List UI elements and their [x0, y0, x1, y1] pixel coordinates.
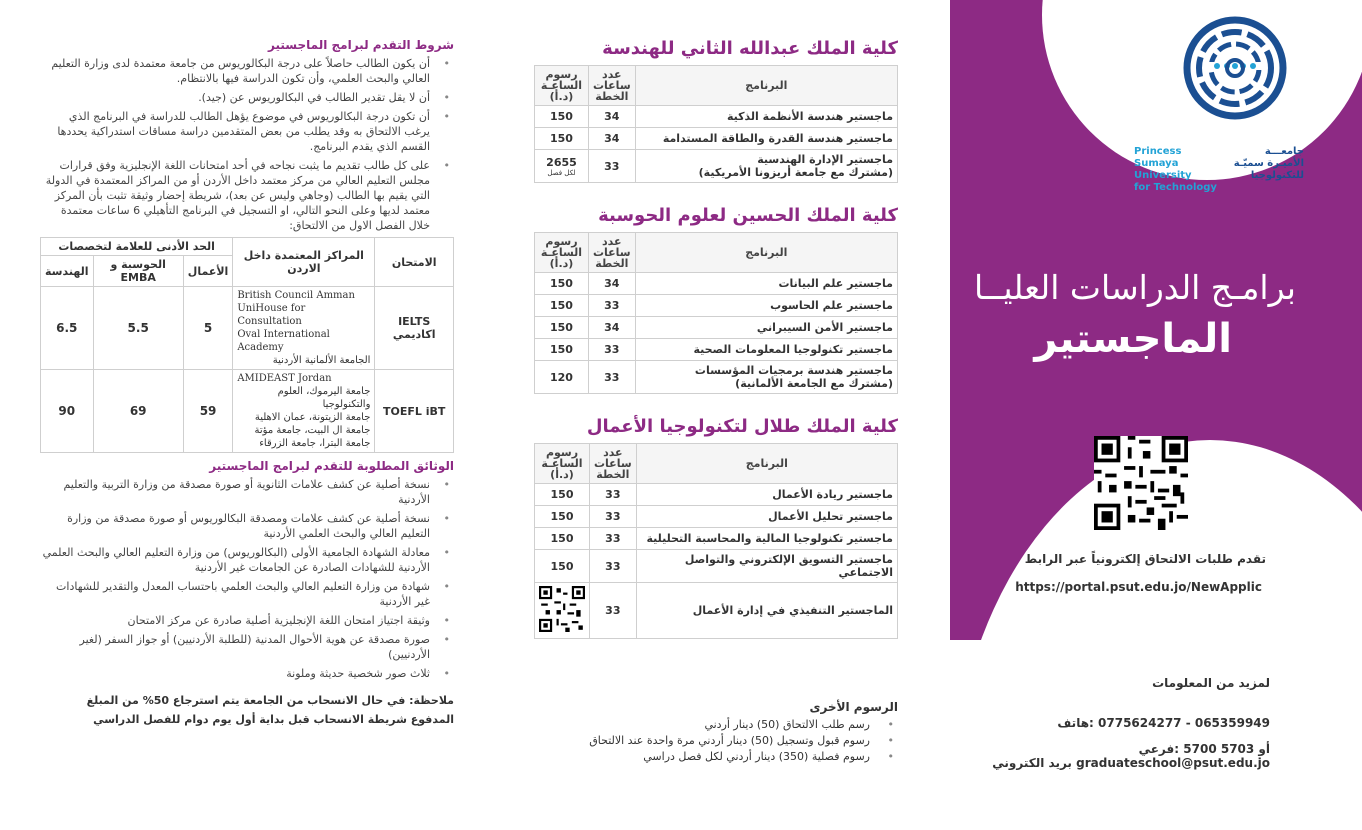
programs-table-engineering: [534, 65, 898, 183]
emba-qr-code-icon[interactable]: [539, 586, 585, 632]
table-row: ماجستير ريادة الأعمال 33 150: [535, 484, 898, 506]
list-item: • معادلة الشهادة الجامعية الأولى (البكالوريوس) من وزارة التعليم العالي والبحث العلمي الأردنية للشهادات الصادرة عن الجامعات غير الأردنية: [40, 545, 454, 575]
hero-title: برامـج الدراسات العليــا: [973, 268, 1296, 307]
header-min-score: الحد الأدنى للعلامة لتخصصات: [41, 238, 233, 256]
list-item: • رسم طلب الالتحاق (50) دينار أردني: [534, 718, 898, 731]
header-engineering: الهندسة: [41, 256, 94, 287]
list-item: • صورة مصدقة عن هوية الأحوال المدنية (للطلبة الأردنيين) أو جواز السفر (لغير الأردنيين): [40, 632, 454, 662]
list-item: • رسوم قبول وتسجيل (50) دينار أردني مرة واحدة عند الالتحاق: [534, 734, 898, 747]
documents-list: [40, 477, 454, 681]
header-program: البرنامج: [636, 444, 897, 484]
extension-line: [1139, 742, 1270, 756]
list-item: • نسخة أصلية عن كشف علامات الثانوية أو صورة مصدقة من وزارة التربية والتعليم الأردنية: [40, 477, 454, 507]
header-hours: عدد ساعات الخطة: [588, 66, 635, 106]
table-row: ماجستير هندسة الأنظمة الذكية 34 150: [535, 106, 898, 128]
logo-name-english: Princess Sumaya University for Technology: [1134, 146, 1217, 193]
table-row: ماجستير هندسة برمجيات المؤسسات (مشترك مع الجامعة الألمانية) 33 120: [535, 361, 898, 394]
cover-panel: [950, 0, 1362, 830]
header-fee: رسوم الساعـة (د.أ): [535, 444, 590, 484]
header-centers: المراكز المعتمدة داخل الاردن: [233, 238, 375, 287]
college-title-computing: كلية الملك الحسين لعلوم الحوسبة: [598, 205, 898, 226]
list-item: • أن لا يقل تقدير الطالب في البكالوريوس عن (جيد).: [40, 90, 454, 105]
header-business: الأعمال: [183, 256, 233, 287]
table-row: ماجستير علم البيانات 34 150: [535, 273, 898, 295]
email-label: بريد الكتروني: [992, 756, 1072, 770]
table-row: ماجستير الإدارة الهندسية (مشترك مع جامعة أريزونا الأمريكية) 33 2655 لكل فصل: [535, 150, 898, 183]
table-row: الماجستير التنفيذي في إدارة الأعمال 33: [535, 583, 898, 639]
hero-subtitle: الماجستير: [1034, 316, 1232, 362]
table-row: ماجستير هندسة القدرة والطاقة المستدامة 34 150: [535, 128, 898, 150]
qr-code-icon[interactable]: [1094, 436, 1188, 530]
list-item: • أن يكون الطالب حاصلاً على درجة البكالوريوس من جامعة معتمدة لدى وزارة التعليم العالي والبحث العلمي، وأن تكون الدراسة فيها بالانتظام.: [40, 56, 454, 86]
table-row: ماجستير تكنولوجيا المالية والمحاسبة التحليلية 33 150: [535, 528, 898, 550]
list-item: • على كل طالب تقديم ما يثبت نجاحه في أحد امتحانات اللغة الإنجليزية وفق قرارات مجلس التعليم العالي من مركز معتمد داخل الأردن أو من المراكز المعتمدة في الدولة التي يقيم بها الطالب (وجاهي وليس عن بعد)، شريطة إحضار وثيقة تثبت بأن المركز معتمد لديها وعلى النحو التالي، او التسجيل في البرنامج التأهيلي 6 ساعات معتمدة خلال الفصل الاول من الالتحاق:: [40, 158, 454, 233]
other-fees-section: [534, 700, 898, 766]
phone-value[interactable]: 0775624277 - 065359949: [1098, 716, 1270, 730]
apply-instructions: تقدم طلبات الالتحاق إلكترونياً عبر الرابط: [1024, 552, 1266, 566]
programs-table-business: [534, 443, 898, 639]
contact-backdrop-fill: [950, 640, 1362, 830]
table-row: IELTS اكاديمي British Council Amman UniHouse for Consultation Oval International Academy الجامعة الألمانية الأردنية 5 5.5 6.5: [41, 287, 454, 370]
admission-title: شروط التقدم لبرامج الماجستير: [268, 38, 454, 52]
header-hours: عدد ساعات الخطة: [590, 444, 637, 484]
header-fee: رسوم الساعـة (د.أ): [535, 66, 589, 106]
list-item: • شهادة من وزارة التعليم العالي والبحث العلمي باحتساب المعدل والتقدير للشهادات غير الأردنية: [40, 579, 454, 609]
header-program: البرنامج: [635, 66, 897, 106]
english-requirements-table: [40, 237, 454, 453]
college-title-engineering: كلية الملك عبدالله الثاني للهندسة: [602, 38, 898, 59]
logo-name-arabic: جامعـــة الأميـرة سميّـة للتكنولوجيا: [1233, 146, 1304, 181]
programs-table-computing: [534, 232, 898, 394]
university-emblem-icon: [1183, 16, 1287, 120]
phone-label: هاتف:: [1057, 716, 1094, 730]
list-item: • وثيقة اجتياز امتحان اللغة الإنجليزية أصلية صادرة عن مركز الامتحان: [40, 613, 454, 628]
header-computing: الحوسبة و EMBA: [93, 256, 183, 287]
requirements-column: [40, 38, 454, 729]
header-program: البرنامج: [635, 233, 897, 273]
table-row: ماجستير التسويق الإلكتروني والتواصل الاجتماعي 33 150: [535, 550, 898, 583]
documents-title: الوثائق المطلوبة للتقدم لبرامج الماجستير: [209, 459, 454, 473]
other-fees-title: الرسوم الأخرى: [809, 700, 898, 714]
table-row: ماجستير تحليل الأعمال 33 150: [535, 506, 898, 528]
extension-value: 5700 أو 5703: [1183, 742, 1270, 756]
university-logo: [1134, 10, 1322, 200]
extension-label: فرعي:: [1138, 742, 1180, 756]
phone-line: [1057, 716, 1270, 730]
table-row: ماجستير الأمن السيبراني 34 150: [535, 317, 898, 339]
list-item: • أن تكون درجة البكالوريوس في موضوع يؤهل الطالب للدراسة في البرنامج الذي يرغب الالتحاق به وقد يطلب من بعض المتقدمين دراسة مساقات استدراكية يحددها القسم الذي يقدم البرنامج.: [40, 109, 454, 154]
table-row: ماجستير تكنولوجيا المعلومات الصحية 33 150: [535, 339, 898, 361]
list-item: • نسخة أصلية عن كشف علامات ومصدقة البكالوريوس أو صورة مصدقة من وزارة التعليم العالي والبحث العلمي الأردنية: [40, 511, 454, 541]
header-hours: عدد ساعات الخطة: [588, 233, 635, 273]
list-item: • ثلاث صور شخصية حديثة وملونة: [40, 666, 454, 681]
college-title-business: كلية الملك طلال لتكنولوجيا الأعمال: [586, 416, 898, 437]
table-row: TOEFL iBT AMIDEAST Jordan جامعة اليرموك، العلوم والتكنولوجيا جامعة الزيتونة، عمان الاهلية جامعة ال البيت، جامعة مؤتة جامعة البترا، جامعة الزرقاء 59 69 90: [41, 370, 454, 453]
programs-column: [534, 38, 898, 661]
email-value[interactable]: graduateschool@psut.edu.jo: [1076, 756, 1270, 770]
email-line: [992, 756, 1270, 770]
header-exam: الامتحان: [375, 238, 454, 287]
header-fee: رسوم الساعـة (د.أ): [535, 233, 589, 273]
list-item: • رسوم فصلية (350) دينار أردني لكل فصل دراسي: [534, 750, 898, 763]
table-row: ماجستير علم الحاسوب 33 150: [535, 295, 898, 317]
apply-link[interactable]: https://portal.psut.edu.jo/NewApplic: [1015, 580, 1262, 594]
withdrawal-note: ملاحظة: في حال الانسحاب من الجامعة يتم استرجاع 50% من المبلغ المدفوع شريطة الانسحاب قبل بداية أول يوم دوام للفصل الدراسي: [86, 694, 454, 726]
admission-list: [40, 56, 454, 233]
more-info-heading: لمزيد من المعلومات: [1152, 676, 1270, 690]
